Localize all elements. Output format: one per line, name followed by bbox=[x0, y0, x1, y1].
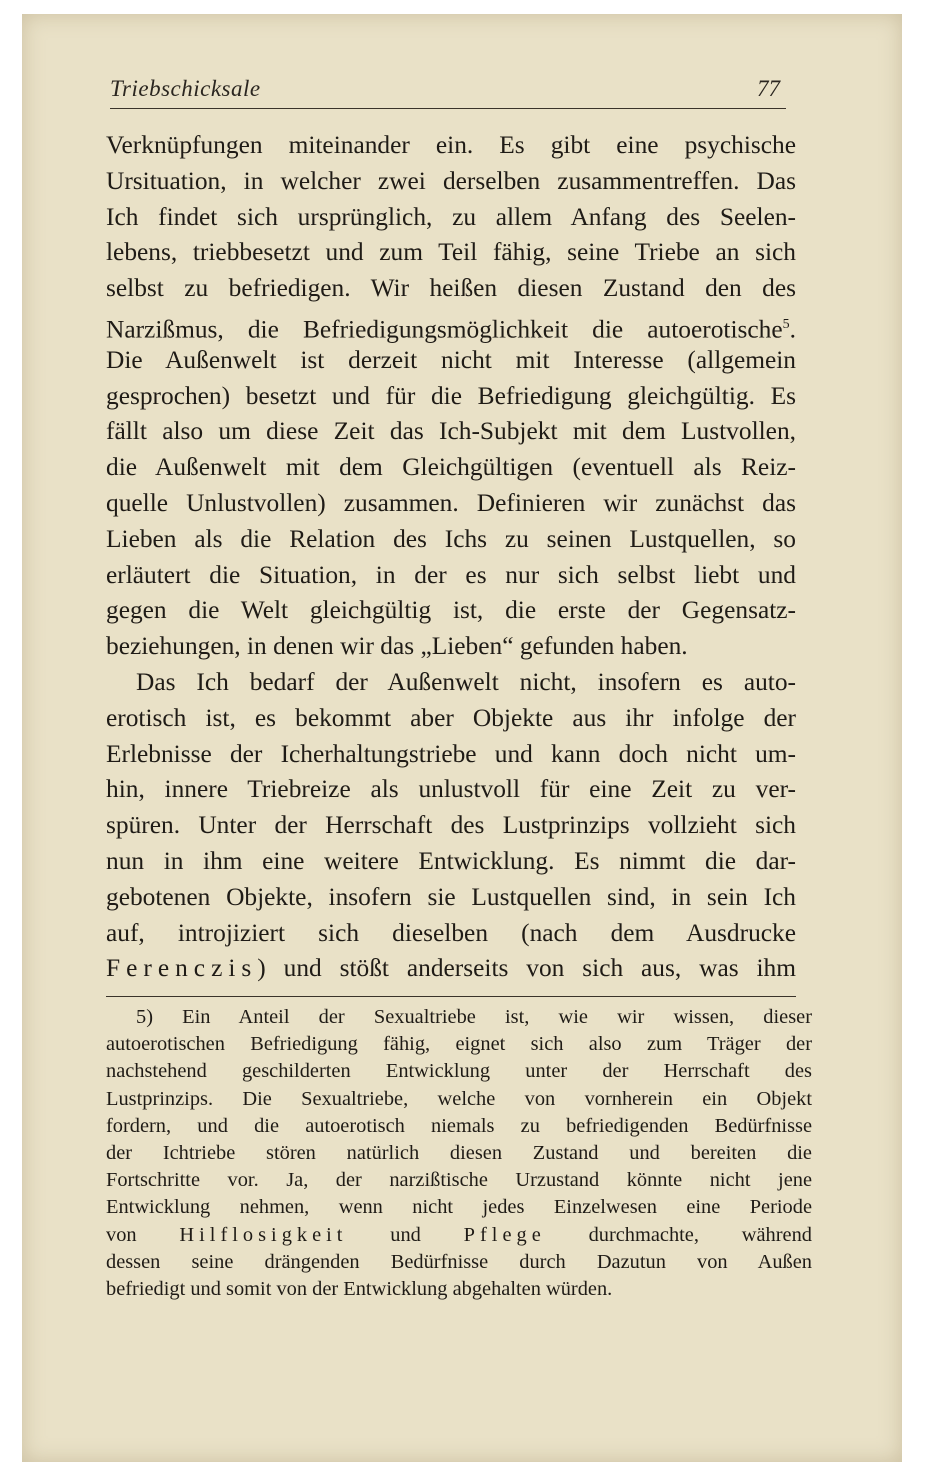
text-line: Das Ich bedarf der Außenwelt nicht, insofern es auto- bbox=[136, 667, 796, 696]
footnote-line bbox=[106, 1222, 812, 1249]
footnote-line: befriedigt und somit von der Entwicklung abgehalten würden. bbox=[106, 1277, 613, 1300]
text-line: fällt also um diese Zeit das Ich-Subjekt mit dem Lustvollen, bbox=[106, 417, 796, 446]
footnote-word: von bbox=[106, 1223, 137, 1246]
footnote-line: Entwicklung nehmen, wenn nicht jedes Einzelwesen eine Periode bbox=[106, 1196, 812, 1219]
text-line: quelle Unlustvollen) zusammen. Definieren wir zunächst das bbox=[106, 488, 796, 517]
footnote-line: Fortschritte vor. Ja, der narzißtische Urzustand könnte nicht jene bbox=[106, 1169, 812, 1192]
text-line: lebens, triebbesetzt und zum Teil fähig, seine Triebe an sich bbox=[106, 238, 796, 267]
text-line: Erlebnisse der Icherhaltungstriebe und kann doch nicht um- bbox=[106, 739, 796, 768]
text-line bbox=[106, 951, 796, 987]
text-line: Ich findet sich ursprünglich, zu allem Anfang des Seelen- bbox=[106, 202, 796, 231]
text-line: hin, innere Triebreize als unlustvoll für eine Zeit zu ver- bbox=[106, 775, 796, 804]
footnote-line: autoerotischen Befriedigung fähig, eignet sich also zum Träger der bbox=[106, 1033, 812, 1056]
footnote-rule bbox=[106, 996, 796, 997]
header-rule bbox=[110, 108, 786, 109]
page-header bbox=[110, 72, 786, 102]
emphasis-spaced: Hilflosigkeit bbox=[179, 1223, 348, 1246]
text-line: gegen die Welt gleichgültig ist, die erste der Gegensatz- bbox=[106, 596, 796, 625]
footnote-line: 5) Ein Anteil der Sexualtriebe ist, wie wir wissen, dieser bbox=[136, 1006, 812, 1028]
text-line: nun in ihm eine weitere Entwicklung. Es nimmt die dar- bbox=[106, 846, 796, 875]
footnote bbox=[106, 1004, 812, 1303]
text-line: Lieben als die Relation des Ichs zu seinen Lustquellen, so bbox=[106, 524, 796, 553]
text-line: selbst zu befriedigen. Wir heißen diesen Zustand den des bbox=[106, 274, 796, 303]
text-line: beziehungen, in denen wir das „Lieben“ gefunden haben. bbox=[106, 632, 688, 661]
text-line-content: Narzißmus, die Befriedigungsmöglichkeit die autoerotische bbox=[106, 315, 783, 344]
text-line: Die Außenwelt ist derzeit nicht mit Interesse (allgemein bbox=[106, 345, 796, 374]
footnote-word: und bbox=[390, 1223, 421, 1246]
text-line: gesprochen) besetzt und für die Befriedigung gleichgültig. Es bbox=[106, 381, 796, 410]
footnote-line: der Ichtriebe stören natürlich diesen Zustand und bereiten die bbox=[106, 1141, 812, 1164]
text-line-punct: . bbox=[789, 315, 796, 344]
text-line bbox=[106, 307, 796, 343]
footnote-line: fordern, und die autoerotisch niemals zu befriedigenden Bedürfnisse bbox=[106, 1114, 812, 1137]
author-name-spaced: Ferenczis bbox=[106, 954, 258, 983]
page-number: 77 bbox=[757, 76, 780, 101]
text-line: erläutert die Situation, in der es nur sich selbst liebt und bbox=[106, 560, 796, 589]
footnote-marker: 5 bbox=[782, 316, 790, 332]
main-text bbox=[106, 128, 796, 987]
footnote-word: durchmachte, während bbox=[588, 1223, 812, 1246]
text-line: erotisch ist, es bekommt aber Objekte aus ihr infolge der bbox=[106, 703, 796, 732]
emphasis-spaced: Pflege bbox=[463, 1223, 546, 1246]
text-line: auf, introjiziert sich dieselben (nach dem Ausdrucke bbox=[106, 918, 796, 947]
text-line: spüren. Unter der Herrschaft des Lustprinzips vollzieht sich bbox=[106, 811, 796, 840]
footnote-line: dessen seine drängenden Bedürfnisse durch Dazutun von Außen bbox=[106, 1250, 812, 1273]
text-line: Verknüpfungen miteinander ein. Es gibt eine psychische bbox=[106, 131, 796, 159]
text-line: Ursituation, in welcher zwei derselben zusammentreffen. Das bbox=[106, 166, 796, 195]
text-line: gebotenen Objekte, insofern sie Lustquellen sind, in sein Ich bbox=[106, 882, 796, 911]
footnote-line: Lustprinzips. Die Sexualtriebe, welche von vornherein ein Objekt bbox=[106, 1087, 812, 1110]
text-line: die Außenwelt mit dem Gleichgültigen (eventuell als Reiz- bbox=[106, 453, 796, 482]
footnote-line: nachstehend geschilderten Entwicklung unter der Herrschaft des bbox=[106, 1060, 812, 1083]
text-line-content: ) und stößt anderseits von sich aus, was ihm bbox=[257, 954, 796, 983]
running-title: Triebschicksale bbox=[110, 76, 261, 101]
